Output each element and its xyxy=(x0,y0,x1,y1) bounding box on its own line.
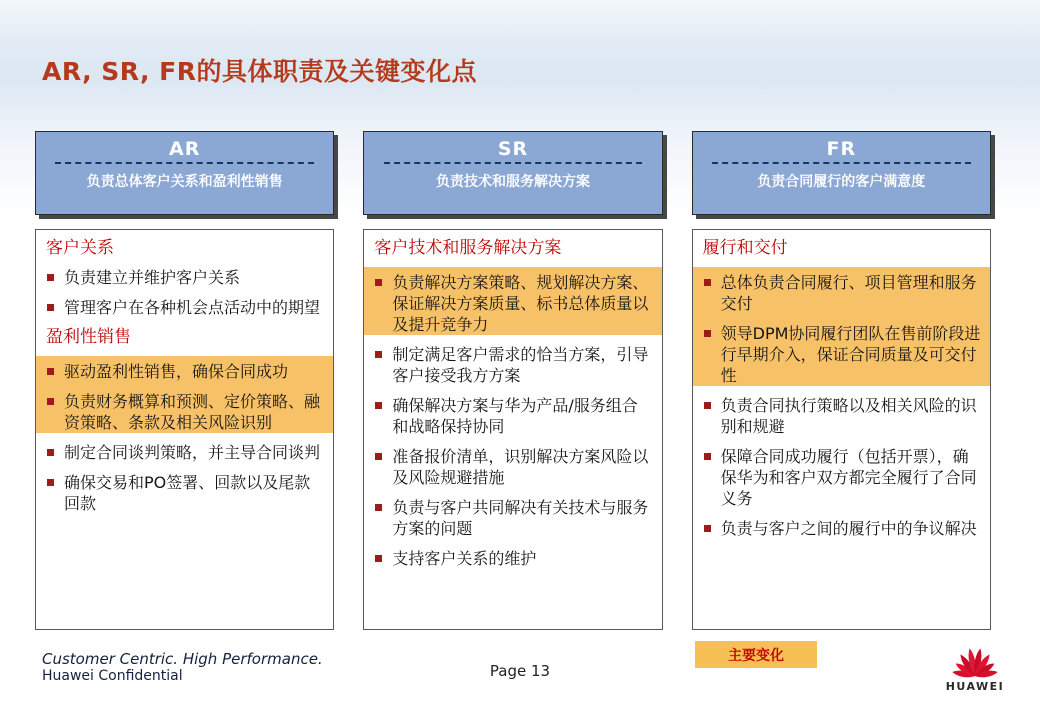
bullet-marker-icon xyxy=(47,304,54,311)
list-item xyxy=(701,518,982,539)
list-item-text: 准备报价清单，识别解决方案风险以及风险规避措施 xyxy=(392,447,649,487)
bullet-marker-icon xyxy=(375,279,382,286)
list-item xyxy=(701,446,982,509)
list-item xyxy=(701,395,982,437)
sr-header-divider xyxy=(384,162,643,164)
list-item-text: 负责建立并维护客户关系 xyxy=(64,268,241,287)
column-sr xyxy=(363,131,662,630)
bullet-marker-icon xyxy=(704,453,711,460)
key-change-legend: 主要变化 xyxy=(695,641,817,668)
huawei-flower-icon xyxy=(949,634,1001,678)
list-item-text: 支持客户关系的维护 xyxy=(392,549,537,568)
bullet-marker-icon xyxy=(47,479,54,486)
bullet-marker-icon xyxy=(375,453,382,460)
list-item-text: 制定合同谈判策略，并主导合同谈判 xyxy=(64,443,321,462)
bullet-marker-icon xyxy=(704,279,711,286)
bullet-marker-icon xyxy=(47,368,54,375)
bullet-marker-icon xyxy=(704,330,711,337)
huawei-logo xyxy=(942,634,1008,693)
fr-header-divider xyxy=(712,162,971,164)
list-item-text: 负责与客户之间的履行中的争议解决 xyxy=(720,519,977,538)
list-item-text: 负责解决方案策略、规划解决方案、保证解决方案质量、标书总体质量以及提升竞争力 xyxy=(392,273,649,334)
bullet-marker-icon xyxy=(47,449,54,456)
sr-header-box xyxy=(363,131,662,215)
section-heading: 履行和交付 xyxy=(702,238,788,258)
key-change-highlight xyxy=(693,267,990,386)
list-item-text: 领导DPM协同履行团队在售前阶段进行早期介入，保证合同质量及可交付性 xyxy=(720,324,981,385)
list-item-text: 管理客户在各种机会点活动中的期望 xyxy=(64,298,321,317)
slide-title: AR, SR, FR的具体职责及关键变化点 xyxy=(42,57,478,86)
list-item xyxy=(372,446,653,488)
column-fr xyxy=(692,131,991,630)
list-item xyxy=(44,297,325,318)
list-item xyxy=(372,272,653,335)
page-number: Page 13 xyxy=(489,662,551,680)
list-item-text: 总体负责合同履行、项目管理和服务交付 xyxy=(720,273,977,313)
ar-header-title: AR xyxy=(168,138,201,160)
fr-header-subtitle: 负责合同履行的客户满意度 xyxy=(757,174,926,190)
fr-body-box xyxy=(692,229,991,630)
section-heading: 客户技术和服务解决方案 xyxy=(374,238,562,258)
list-item-text: 制定满足客户需求的恰当方案，引导客户接受我方方案 xyxy=(392,345,649,385)
list-item xyxy=(44,472,325,514)
list-item xyxy=(44,361,325,382)
list-item-text: 保障合同成功履行（包括开票），确保华为和客户双方都完全履行了合同义务 xyxy=(720,447,977,508)
bullet-marker-icon xyxy=(375,504,382,511)
list-item xyxy=(701,272,982,314)
ar-header-box xyxy=(35,131,334,215)
bullet-marker-icon xyxy=(375,402,382,409)
key-change-highlight xyxy=(364,267,661,335)
bullet-marker-icon xyxy=(704,525,711,532)
fr-header-box xyxy=(692,131,991,215)
bullet-marker-icon xyxy=(375,351,382,358)
fr-header-title: FR xyxy=(826,138,857,160)
footer-tagline-line1: Customer Centric. High Performance. xyxy=(42,650,323,668)
ar-header-divider xyxy=(55,162,314,164)
list-item xyxy=(372,497,653,539)
section-heading: 客户关系 xyxy=(46,238,114,258)
list-item-text: 确保交易和PO签署、回款以及尾款回款 xyxy=(64,473,311,513)
role-columns xyxy=(35,131,991,630)
sr-header-subtitle: 负责技术和服务解决方案 xyxy=(435,174,590,190)
list-item-text: 负责财务概算和预测、定价策略、融资策略、条款及相关风险识别 xyxy=(64,392,321,432)
ar-body-box xyxy=(35,229,334,630)
bullet-marker-icon xyxy=(704,402,711,409)
list-item xyxy=(372,548,653,569)
bullet-marker-icon xyxy=(375,555,382,562)
list-item-text: 驱动盈利性销售，确保合同成功 xyxy=(64,362,289,381)
section-heading: 盈利性销售 xyxy=(46,327,131,347)
sr-body-box xyxy=(363,229,662,630)
list-item-text: 确保解决方案与华为产品/服务组合和战略保持协同 xyxy=(392,396,638,436)
bullet-marker-icon xyxy=(47,274,54,281)
list-item xyxy=(372,344,653,386)
list-item xyxy=(372,395,653,437)
key-change-highlight xyxy=(36,356,333,433)
footer-tagline-line2: Huawei Confidential xyxy=(42,668,183,684)
list-item-text: 负责合同执行策略以及相关风险的识别和规避 xyxy=(720,396,977,436)
list-item xyxy=(44,442,325,463)
list-item xyxy=(44,267,325,288)
huawei-wordmark: HUAWEI xyxy=(945,680,1005,693)
sr-header-title: SR xyxy=(497,138,529,160)
list-item xyxy=(44,391,325,433)
ar-header-subtitle: 负责总体客户关系和盈利性销售 xyxy=(86,174,283,190)
list-item xyxy=(701,323,982,386)
column-ar xyxy=(35,131,334,630)
bullet-marker-icon xyxy=(47,398,54,405)
list-item-text: 负责与客户共同解决有关技术与服务方案的问题 xyxy=(392,498,649,538)
